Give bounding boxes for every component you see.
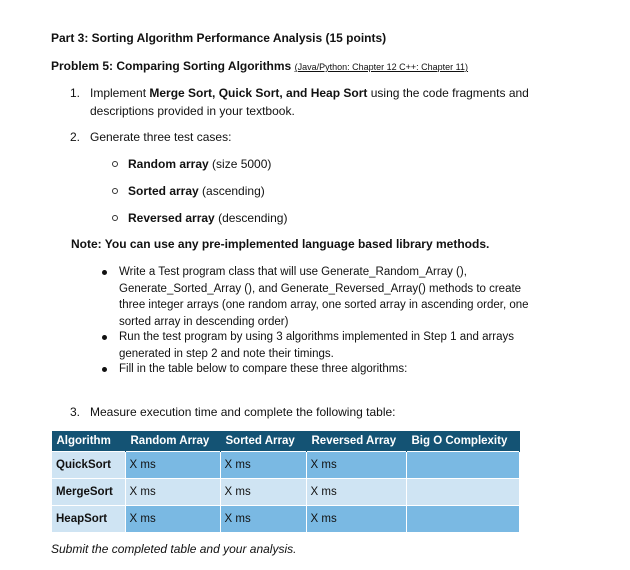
column-header: Reversed Array: [306, 431, 406, 452]
bullet-text: Write a Test program class that will use Generate_Random_Array (), Generate_Sorted_Array (), and Generate_Reversed_Array() methods to create three integer arrays (one random array, one sorted array in ascending order, one sorted array in descending order): [119, 266, 529, 328]
big-o-cell[interactable]: [406, 452, 519, 479]
algorithm-cell: QuickSort: [52, 452, 126, 479]
column-header: Random Array: [125, 431, 220, 452]
step-number: 3.: [70, 405, 81, 419]
column-header: Algorithm: [52, 431, 126, 452]
table-row: [52, 452, 520, 479]
reversed-time-cell[interactable]: X ms: [306, 452, 406, 479]
step-2-text: Generate three test cases:: [90, 130, 232, 144]
random-time-cell[interactable]: X ms: [125, 479, 220, 506]
test-case-label: Random array (size 5000): [128, 157, 272, 171]
column-header: Sorted Array: [220, 431, 306, 452]
reversed-time-cell[interactable]: X ms: [306, 479, 406, 506]
problem-title-text: Problem 5: Comparing Sorting Algorithms: [51, 59, 292, 73]
reversed-time-cell[interactable]: X ms: [306, 506, 406, 533]
library-note: Note: You can use any pre-implemented language based library methods.: [71, 237, 490, 251]
problem-title: [51, 59, 468, 73]
hollow-bullet-icon: [112, 215, 118, 221]
table-row: [52, 479, 520, 506]
test-case-label: Reversed array (descending): [128, 211, 288, 225]
random-time-cell[interactable]: X ms: [125, 452, 220, 479]
big-o-cell[interactable]: [406, 506, 519, 533]
sorted-time-cell[interactable]: X ms: [220, 479, 306, 506]
bullet-text: Run the test program by using 3 algorithms implemented in Step 1 and arrays generated in step 2 and note their timings.: [119, 331, 515, 360]
step-1-text: [90, 84, 560, 120]
table-row: [52, 506, 520, 533]
column-header: Big O Complexity: [406, 431, 519, 452]
performance-table: [51, 431, 520, 533]
bullet-text: Fill in the table below to compare these three algorithms:: [119, 363, 408, 375]
sorted-time-cell[interactable]: X ms: [220, 506, 306, 533]
step-3: [70, 405, 396, 419]
table-header-row: [52, 431, 520, 452]
step-number: 1.: [70, 86, 81, 100]
bullet-icon: [102, 367, 107, 372]
step-1: [70, 84, 529, 118]
big-o-cell[interactable]: [406, 479, 519, 506]
sorted-time-cell[interactable]: X ms: [220, 452, 306, 479]
step-3-text: Measure execution time and complete the following table:: [90, 405, 396, 419]
step-1-algorithms: Merge Sort, Quick Sort, and Heap Sort: [149, 86, 368, 100]
chapter-reference: (Java/Python: Chapter 12 C++: Chapter 11): [294, 62, 469, 72]
hollow-bullet-icon: [112, 188, 118, 194]
step-number: 2.: [70, 130, 81, 144]
test-case-label: Sorted array (ascending): [128, 184, 265, 198]
part-title: Part 3: Sorting Algorithm Performance Analysis (15 points): [51, 31, 387, 45]
step-1-pre: Implement: [90, 86, 150, 100]
bullet-icon: [102, 335, 107, 340]
algorithm-cell: MergeSort: [52, 479, 126, 506]
bullet-icon: [102, 270, 107, 275]
submission-instruction: Submit the completed table and your analysis.: [51, 542, 297, 556]
step-2: [70, 130, 232, 144]
step-1-post: using the code fragments and descriptions provided in your textbook.: [90, 86, 529, 118]
algorithm-cell: HeapSort: [52, 506, 126, 533]
random-time-cell[interactable]: X ms: [125, 506, 220, 533]
hollow-bullet-icon: [112, 161, 118, 167]
